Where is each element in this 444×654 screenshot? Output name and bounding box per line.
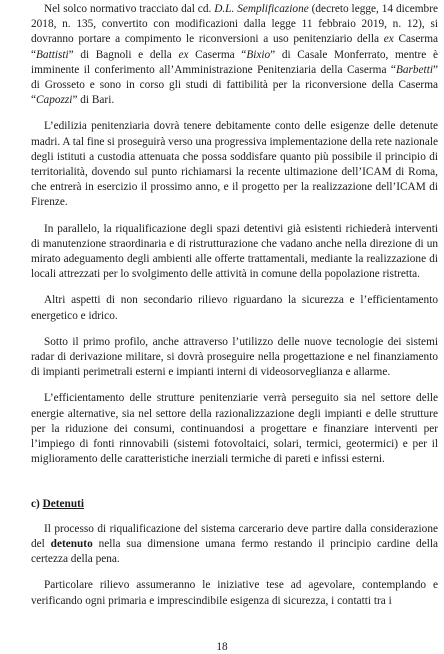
italic-run: ex — [178, 48, 189, 61]
paragraph-sistemi-radar: Sotto il primo profilo, anche attraverso l’utilizzo delle nuove tecnologie dei sistemi radar di derivazione militare, si dovrà proseguire nella progettazione e nel finanziamento di impianti perimetrali esterni e impianti interni di videosorveglianza e allarme. — [31, 335, 438, 379]
italic-run: D.L. Semplificazione — [214, 3, 309, 15]
section-letter: c) — [31, 498, 40, 511]
bold-run: detenuto — [50, 537, 93, 550]
page-number: 18 — [216, 641, 228, 653]
paragraph-detenute-madri: L’edilizia penitenziaria dovrà tenere debitamente conto delle esigenze delle detenute madri. A tal fine si proseguirà verso una progressiva implementazione della rete nazionale degli istituti a custodia attenuata che possa soddisfare quanto più possibile il principio di territorialità, dovendo sul punto richiamarsi la recente ultimazione dell’ICAM di Roma, che entrerà in esercizio il prossimo anno, e il progetto per la realizzazione dell’ICAM di Firenze. — [31, 120, 438, 209]
text-run: ” di Bagnoli e della — [68, 48, 179, 61]
paragraph-efficientamento-strutture: L’efficientamento delle strutture penitenziarie verrà perseguito sia nel settore delle energie alternative, sia nel settore della razionalizzazione degli impianti e delle strutture per la riduzione dei consumi, continuandosi a progettare e finanziare interventi per l’impiego di fonti rinnovabili (sistemi fotovoltaici, solari, termici, geotermici) e per il miglioramento delle caratteristiche inerziali termiche di pareti e infissi esterni. — [31, 392, 438, 466]
text-run: ” di Casale Monferrato, mentre è imminente il conferimento all’Amministrazione Penitenziaria della Caserma “ — [31, 48, 438, 76]
text-run: ” di Grosseto e sono in corso gli studi di fattibilità per la riconversione della Caserma “ — [31, 63, 438, 107]
italic-run: Battisti — [36, 48, 69, 61]
paragraph-particolare-rilievo: Particolare rilievo assumeranno le iniziative tese ad agevolare, contemplando e verificando ogni primaria e imprescindibile esigenza di sicurezza, i contatti tra i — [31, 579, 438, 607]
paragraph-riconversioni-caserme — [31, 2, 438, 108]
paragraph-sicurezza-efficientamento: Altri aspetti di non secondario rilievo riguardano la sicurezza e l’efficientamento energetico e idrico. — [31, 294, 438, 322]
italic-run: Barbetti — [395, 63, 433, 76]
text-run: ” di Bari. — [72, 94, 115, 107]
italic-run: Capozzi — [36, 94, 73, 107]
text-run: nella sua dimensione umana fermo restando il principio cardine della certezza della pena. — [31, 537, 438, 566]
text-run: Caserma “ — [31, 33, 438, 61]
italic-run: ex — [383, 33, 394, 46]
text-run: (decreto legge, 14 dicembre 2018, n. 135, convertito con modificazioni dalla legge 11 febbraio 2019, n. 12), si dovranno portare a compimento le riconversioni a uso penitenziario della — [31, 3, 438, 46]
text-run: Nel solco normativo tracciato dal cd. — [44, 3, 215, 15]
text-run: Caserma “ — [188, 48, 247, 61]
paragraph-riqualificazione-spazi: In parallelo, la riqualificazione degli spazi detentivi già esistenti richiederà interventi di manutenzione straordinaria e di ristrutturazione che vadano anche nella direzione di un mirato adeguamento degli ambienti alle offerte trattamentali, mediante la realizzazione di locali attrezzati per lo svolgimento delle attività in comune della popolazione ristretta. — [31, 222, 438, 281]
text-run: Il processo di riqualificazione del sistema carcerario deve partire dalla considerazione del — [31, 522, 438, 550]
italic-run: Bixio — [246, 48, 271, 61]
section-heading-detenuti — [31, 497, 438, 512]
paragraph-processo-riqualificazione — [31, 522, 438, 568]
section-title: Detenuti — [42, 498, 85, 511]
